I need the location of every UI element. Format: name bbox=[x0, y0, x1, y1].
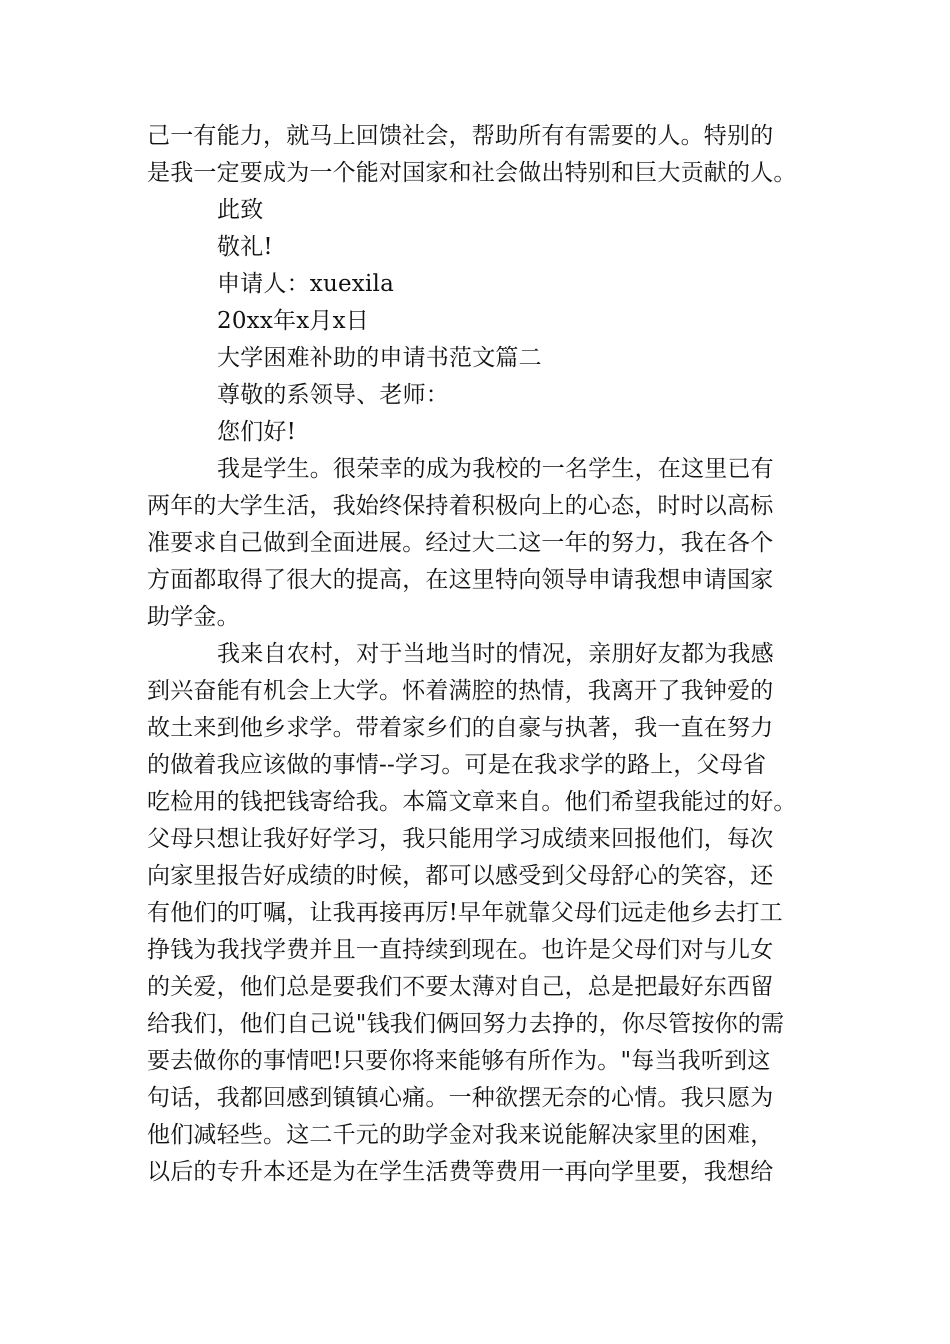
text-line: 有他们的叮嘱，让我再接再厉!早年就靠父母们远走他乡去打工 bbox=[147, 900, 783, 926]
text-line: 准要求自己做到全面进展。经过大二这一年的努力，我在各个 bbox=[147, 530, 774, 556]
text-line: 他们减轻些。这二千元的助学金对我来说能解决家里的困难， bbox=[147, 1122, 774, 1148]
text-line: 给我们，他们自己说"钱我们俩回努力去挣的，你尽管按你的需 bbox=[147, 1011, 785, 1037]
text-line: 向家里报告好成绩的时候，都可以感受到父母舒心的笑容，还 bbox=[147, 863, 774, 889]
text-line: 是我一定要成为一个能对国家和社会做出特别和巨大贡献的人。 bbox=[147, 160, 797, 186]
text-line: 要去做你的事情吧!只要你将来能够有所作为。"每当我听到这 bbox=[147, 1048, 771, 1074]
text-line: 您们好! bbox=[217, 419, 297, 445]
text-line: 大学困难补助的申请书范文篇二 bbox=[217, 345, 542, 371]
text-line: 挣钱为我找学费并且一直持续到现在。也许是父母们对与儿女 bbox=[147, 937, 774, 963]
text-line: 方面都取得了很大的提高，在这里特向领导申请我想申请国家 bbox=[147, 567, 774, 593]
text-line: 申请人：xuexila bbox=[217, 271, 394, 297]
text-line: 句话，我都回感到镇镇心痛。一种欲摆无奈的心情。我只愿为 bbox=[147, 1085, 774, 1111]
text-line: 尊敬的系领导、老师： bbox=[217, 382, 449, 408]
text-line: 以后的专升本还是为在学生活费等费用一再向学里要，我想给 bbox=[147, 1159, 774, 1185]
text-line: 到兴奋能有机会上大学。怀着满腔的热情，我离开了我钟爱的 bbox=[147, 678, 774, 704]
text-line: 父母只想让我好好学习，我只能用学习成绩来回报他们，每次 bbox=[147, 826, 774, 852]
text-line: 故土来到他乡求学。带着家乡们的自豪与执著，我一直在努力 bbox=[147, 715, 774, 741]
text-line: 吃检用的钱把钱寄给我。本篇文章来自。他们希望我能过的好。 bbox=[147, 789, 797, 815]
text-line: 我是学生。很荣幸的成为我校的一名学生，在这里已有 bbox=[217, 456, 774, 482]
text-line: 助学金。 bbox=[147, 604, 240, 630]
text-line: 20xx年x月x日 bbox=[217, 308, 369, 334]
text-line: 的做着我应该做的事情--学习。可是在我求学的路上，父母省 bbox=[147, 752, 767, 778]
text-line: 敬礼! bbox=[217, 234, 273, 260]
text-line: 此致 bbox=[217, 197, 264, 223]
text-line: 的关爱，他们总是要我们不要太薄对自己，总是把最好东西留 bbox=[147, 974, 774, 1000]
text-line: 两年的大学生活，我始终保持着积极向上的心态，时时以高标 bbox=[147, 493, 774, 519]
text-line: 己一有能力，就马上回馈社会，帮助所有有需要的人。特别的 bbox=[147, 123, 774, 149]
document-body bbox=[147, 118, 807, 1191]
text-line: 我来自农村，对于当地当时的情况，亲朋好友都为我感 bbox=[217, 641, 774, 667]
